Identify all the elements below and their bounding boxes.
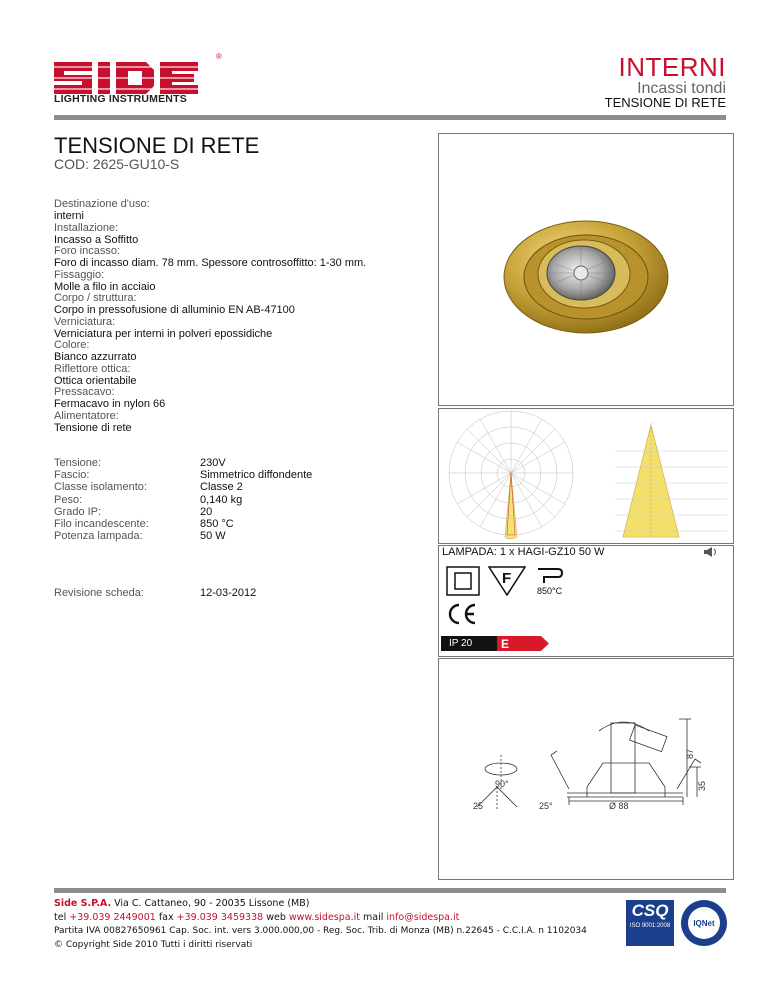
spec-label: Fissaggio:: [54, 268, 105, 281]
spec-item: [54, 363, 424, 387]
spec-value: Tensione di rete: [54, 421, 132, 434]
spec-label: Verniciatura:: [54, 315, 116, 328]
tech-label: Filo incandescente:: [54, 517, 149, 530]
spec-item: [54, 222, 424, 246]
spec-label: Destinazione d'uso:: [54, 198, 150, 210]
photometric-diagrams: [438, 408, 734, 544]
footer-address: [54, 898, 309, 909]
iqnet-mark: IQNet: [693, 919, 715, 928]
category-title: INTERNI: [618, 52, 726, 82]
tech-label: Tensione:: [54, 457, 102, 469]
spec-value: Molle a filo in acciaio: [54, 280, 156, 293]
company-name: Side S.P.A.: [54, 898, 112, 909]
footer-copyright: © Copyright Side 2010 Tutti i diritti riservati: [54, 940, 253, 950]
spec-value: Verniciatura per interni in polveri epossidiche: [54, 327, 273, 340]
spec-label: Pressacavo:: [54, 386, 115, 398]
lamp-label: LAMPADA: 1 x HAGI-GZ10 50 W: [442, 546, 605, 558]
photometric-charts: [439, 409, 733, 543]
spec-item: [54, 410, 424, 434]
ce-mark-icon: [446, 603, 478, 625]
spec-item: [54, 316, 424, 340]
product-photo: [439, 134, 733, 405]
tech-label: Peso:: [54, 493, 83, 506]
product-photo-frame: [438, 133, 734, 406]
web-link[interactable]: www.sidespa.it: [288, 912, 360, 923]
speaker-icon: [704, 547, 718, 557]
revision-label: Revisione scheda:: [54, 587, 144, 599]
energy-class-badge: [497, 636, 549, 651]
f-mark-icon: [488, 566, 526, 596]
spec-item: [54, 292, 424, 316]
tech-row: [54, 481, 424, 493]
header-divider: [54, 115, 726, 120]
company-address: Via C. Cattaneo, 90 - 20035 Lissone (MB): [114, 898, 310, 909]
dimensions-drawing: [439, 659, 733, 879]
tech-row: [54, 518, 424, 530]
spec-value: Corpo in pressofusione di alluminio EN AB-47100: [54, 304, 295, 316]
spec-item: [54, 198, 424, 222]
tech-value: Classe 2: [200, 481, 243, 494]
tech-value: Simmetrico diffondente: [200, 469, 313, 482]
spec-value: Bianco azzurrato: [54, 351, 137, 363]
illuminance-diagram: [589, 413, 729, 539]
rotation-label: 90°: [495, 779, 509, 789]
fax-label: fax: [158, 912, 174, 923]
tech-row: [54, 530, 424, 542]
spec-list: [54, 198, 424, 433]
spec-label: Installazione:: [54, 221, 119, 234]
tilt-right-label: 25°: [539, 801, 553, 811]
spec-item: [54, 245, 424, 269]
spec-value: Incasso a Soffitto: [54, 233, 139, 246]
spec-item: [54, 339, 424, 363]
tech-value: 230V: [200, 457, 226, 469]
tech-label: Fascio:: [54, 469, 90, 482]
energy-class: E: [501, 637, 510, 651]
product-type: TENSIONE DI RETE: [604, 95, 726, 110]
footer-legal: Partita IVA 00827650961 Cap. Soc. int. vers 3.000.000,00 - Reg. Soc. Trib. di Monza (MB) n.22645 - C.C.I.A. n 1102034: [54, 926, 587, 936]
spec-value: Foro di incasso diam. 78 mm. Spessore controsoffitto: 1-30 mm.: [54, 257, 367, 269]
brand-subtitle: LIGHTING INSTRUMENTS: [54, 93, 187, 105]
tech-row: [54, 494, 424, 506]
dimensions-frame: [438, 658, 734, 880]
tech-value: 850 °C: [200, 517, 234, 530]
tilt-left-label: 25: [473, 801, 484, 811]
csq-certification-logo: [626, 900, 674, 946]
mail-link[interactable]: info@sidespa.it: [386, 912, 460, 923]
tech-row: [54, 457, 424, 469]
spec-label: Riflettore ottica:: [54, 362, 131, 375]
spec-label: Corpo / struttura:: [54, 292, 137, 304]
subcategory: Incassi tondi: [637, 80, 726, 97]
iso-label: ISO 9001:2008: [629, 923, 671, 929]
diameter-label: Ø 88: [609, 801, 629, 811]
spec-label: Alimentatore:: [54, 409, 119, 422]
spec-value: interni: [54, 210, 84, 222]
tech-label: Potenza lampada:: [54, 530, 143, 543]
web-label: web: [266, 912, 286, 923]
f-mark: F: [502, 570, 512, 587]
glow-wire-temp: 850°C: [537, 586, 563, 596]
product-title: TENSIONE DI RETE: [54, 133, 260, 158]
footer-contacts: [54, 912, 459, 923]
spec-value: Ottica orientabile: [54, 374, 137, 387]
registered-mark: ®: [216, 52, 222, 61]
glow-wire-icon: [534, 566, 566, 586]
iqnet-certification-logo: [680, 899, 728, 947]
tech-label: Grado IP:: [54, 505, 102, 518]
spec-value: Fermacavo in nylon 66: [54, 398, 166, 410]
tech-row: [54, 506, 424, 518]
tech-table: [54, 457, 424, 542]
tech-value: 20: [200, 505, 213, 518]
csq-mark: CSQ: [631, 901, 669, 920]
ip-rating-badge: IP 20: [441, 636, 497, 651]
tech-value: 50 W: [200, 530, 226, 543]
tech-value: 0,140 kg: [200, 493, 243, 506]
footer-divider: [54, 888, 726, 893]
spec-label: Foro incasso:: [54, 245, 121, 257]
fax-number: +39.039 3459338: [176, 912, 264, 923]
spec-item: [54, 386, 424, 410]
tech-label: Classe isolamento:: [54, 481, 147, 494]
spec-item: [54, 269, 424, 293]
revision-date: 12-03-2012: [200, 587, 257, 599]
mail-label: mail: [363, 912, 384, 923]
height-recess-label: 35: [697, 780, 707, 791]
class-2-insulation-icon: [446, 566, 480, 596]
tech-row: [54, 469, 424, 481]
product-code: COD: 2625-GU10-S: [54, 156, 180, 172]
tel-number: +39.039 2449001: [69, 912, 156, 923]
spec-label: Colore:: [54, 339, 90, 351]
tel-label: tel: [54, 912, 67, 923]
height-total-label: 87: [685, 748, 695, 759]
